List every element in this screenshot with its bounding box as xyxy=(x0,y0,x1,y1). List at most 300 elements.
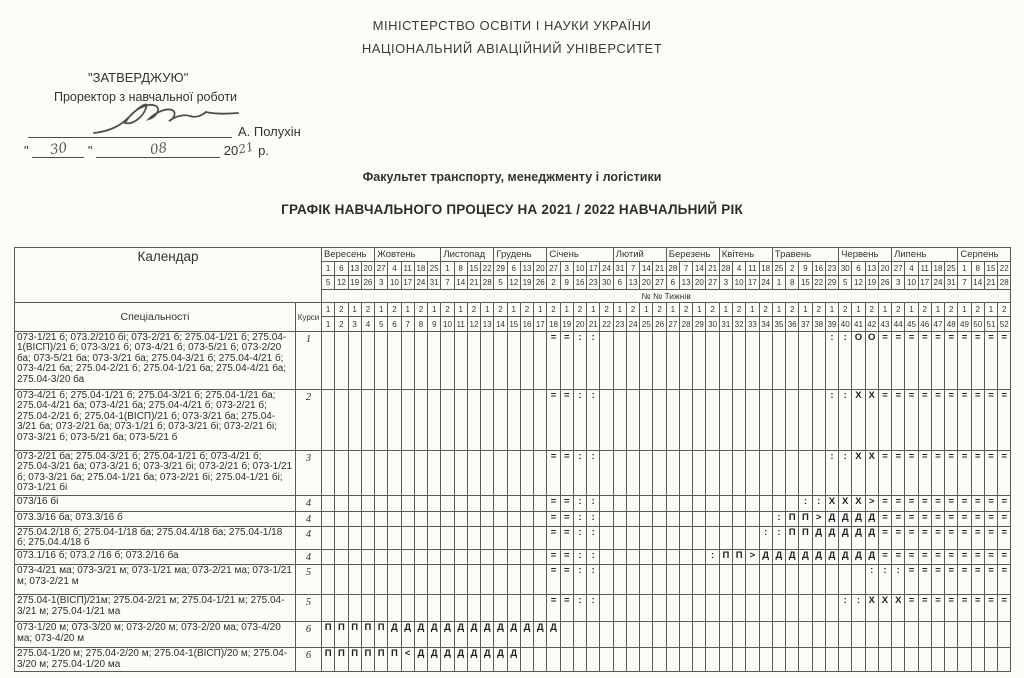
week-mark-cell xyxy=(706,648,719,672)
week-mark-cell xyxy=(786,451,799,496)
week-mark-cell xyxy=(454,565,467,595)
week-mark-cell: Д xyxy=(414,622,427,648)
week-mark-cell xyxy=(852,622,865,648)
week-mark-cell xyxy=(534,648,547,672)
week-mark-cell xyxy=(481,332,494,390)
week-mark-cell xyxy=(335,595,348,622)
week-mark-cell: = xyxy=(998,495,1011,511)
specialties-cell: 073/16 бі xyxy=(15,495,296,511)
week-mark-cell xyxy=(719,390,732,451)
week-mark-cell: = xyxy=(878,495,891,511)
week-mark-cell: Д xyxy=(520,622,533,648)
week-start-date: 17 xyxy=(587,262,600,276)
week-mark-cell xyxy=(786,565,799,595)
faculty-line: Факультет транспорту, менеджменту і логістики xyxy=(362,170,662,184)
week-mark-cell: Д xyxy=(494,648,507,672)
week-mark-cell: : xyxy=(587,511,600,526)
week-mark-cell xyxy=(706,495,719,511)
schedule-row-4 xyxy=(15,495,1011,511)
week-mark-cell: : xyxy=(587,550,600,565)
week-mark-cell xyxy=(494,390,507,451)
week-end-date: 12 xyxy=(852,276,865,290)
month-cell: Червень xyxy=(839,248,892,262)
schedule-row-1 xyxy=(15,332,1011,390)
week-mark-cell: = xyxy=(984,451,997,496)
week-parity-cell: 1 xyxy=(772,303,785,317)
week-end-date: 14 xyxy=(971,276,984,290)
week-mark-cell: = xyxy=(971,595,984,622)
week-parity-cell: 1 xyxy=(640,303,653,317)
schedule-row-6 xyxy=(15,526,1011,550)
week-mark-cell xyxy=(653,390,666,451)
week-mark-cell: = xyxy=(892,526,905,550)
week-mark-cell xyxy=(958,648,971,672)
week-mark-cell xyxy=(812,332,825,390)
week-mark-cell xyxy=(600,550,613,565)
week-parity-cell: 1 xyxy=(931,303,944,317)
week-mark-cell xyxy=(759,595,772,622)
week-end-date: 21 xyxy=(984,276,997,290)
week-mark-cell xyxy=(348,565,361,595)
week-mark-cell xyxy=(534,495,547,511)
week-end-date: 26 xyxy=(534,276,547,290)
week-mark-cell xyxy=(640,565,653,595)
week-mark-cell xyxy=(573,622,586,648)
week-mark-cell xyxy=(335,526,348,550)
week-mark-cell: = xyxy=(918,595,931,622)
week-parity-cell: 2 xyxy=(626,303,639,317)
week-mark-cell xyxy=(322,451,335,496)
week-mark-cell: Д xyxy=(441,648,454,672)
week-number-cell: 5 xyxy=(375,317,388,332)
week-mark-cell xyxy=(361,511,374,526)
week-mark-cell xyxy=(520,526,533,550)
week-mark-cell xyxy=(361,595,374,622)
week-mark-cell xyxy=(679,511,692,526)
week-mark-cell xyxy=(507,526,520,550)
week-mark-cell xyxy=(348,390,361,451)
week-mark-cell: : xyxy=(587,595,600,622)
week-mark-cell xyxy=(335,511,348,526)
specialties-cell: 275.04.2/18 б; 275.04-1/18 ба; 275.04.4/18 ба; 275.04-1/18 б; 275.04.4/18 б xyxy=(15,526,296,550)
week-mark-cell xyxy=(414,451,427,496)
week-parity-cell: 2 xyxy=(361,303,374,317)
week-parity-cell: 2 xyxy=(865,303,878,317)
week-mark-cell: : xyxy=(772,526,785,550)
week-parity-cell: 2 xyxy=(573,303,586,317)
week-mark-cell xyxy=(454,526,467,550)
week-mark-cell xyxy=(335,495,348,511)
week-mark-cell xyxy=(719,511,732,526)
week-end-date: 6 xyxy=(666,276,679,290)
week-mark-cell: Д xyxy=(852,550,865,565)
week-mark-cell xyxy=(348,595,361,622)
week-mark-cell: = xyxy=(560,565,573,595)
week-start-date: 22 xyxy=(481,262,494,276)
week-end-date: 29 xyxy=(825,276,838,290)
week-parity-cell: 1 xyxy=(958,303,971,317)
week-mark-cell xyxy=(799,622,812,648)
week-mark-cell: : xyxy=(812,495,825,511)
week-mark-cell: Д xyxy=(839,511,852,526)
week-mark-cell xyxy=(428,511,441,526)
week-number-cell: 23 xyxy=(613,317,626,332)
week-mark-cell: = xyxy=(998,595,1011,622)
week-mark-cell xyxy=(693,550,706,565)
week-mark-cell: = xyxy=(998,526,1011,550)
week-mark-cell: Д xyxy=(825,550,838,565)
week-number-cell: 14 xyxy=(494,317,507,332)
week-mark-cell: Д xyxy=(507,622,520,648)
week-mark-cell xyxy=(600,595,613,622)
week-mark-cell: Д xyxy=(481,622,494,648)
course-cell: 5 xyxy=(296,595,322,622)
week-mark-cell: = xyxy=(918,495,931,511)
week-mark-cell xyxy=(971,648,984,672)
university-line: НАЦІОНАЛЬНИЙ АВІАЦІЙНИЙ УНІВЕРСИТЕТ xyxy=(361,41,663,56)
week-mark-cell: П xyxy=(388,648,401,672)
week-mark-cell: = xyxy=(931,390,944,451)
week-mark-cell xyxy=(812,648,825,672)
week-mark-cell xyxy=(733,595,746,622)
month-cell: Березень xyxy=(666,248,719,262)
week-start-date: 6 xyxy=(507,262,520,276)
week-mark-cell xyxy=(361,495,374,511)
schedule-row-7 xyxy=(15,550,1011,565)
week-parity-cell: 1 xyxy=(507,303,520,317)
week-mark-cell: : xyxy=(825,451,838,496)
week-mark-cell xyxy=(746,495,759,511)
week-mark-cell: = xyxy=(905,390,918,451)
week-mark-cell: = xyxy=(905,565,918,595)
specialties-cell: 073-4/21 б; 275.04-1/21 б; 275.04-3/21 б; 275.04-1/21 ба; 275.04-4/21 ба; 073-4/21 ба; 275.04-4/21 б; 073-2/21 б; 275.04-2/21 б; 275.04-1(ВІСП)/21 б; 073-3/21 ба; 275.04-3/21 ба; 073-2/21 ба; 073-1/21 б; 073-3/21 бі; 073-2/21 бі; 073-3/21 б; 073-5/21 ба; 073-5/21 б xyxy=(15,390,296,451)
week-end-date: 2 xyxy=(547,276,560,290)
week-mark-cell xyxy=(746,390,759,451)
week-mark-cell xyxy=(852,565,865,595)
week-mark-cell xyxy=(348,526,361,550)
week-mark-cell: = xyxy=(905,511,918,526)
week-mark-cell xyxy=(746,451,759,496)
week-mark-cell xyxy=(653,622,666,648)
week-number-cell: 26 xyxy=(653,317,666,332)
week-end-date: 3 xyxy=(375,276,388,290)
week-parity-cell: 2 xyxy=(388,303,401,317)
week-mark-cell xyxy=(520,565,533,595)
week-mark-cell: Х xyxy=(865,595,878,622)
week-mark-cell: = xyxy=(892,451,905,496)
week-mark-cell xyxy=(825,565,838,595)
week-mark-cell xyxy=(600,451,613,496)
week-mark-cell xyxy=(693,332,706,390)
week-parity-cell: 1 xyxy=(481,303,494,317)
week-end-date: 13 xyxy=(679,276,692,290)
week-number-cell: 31 xyxy=(719,317,732,332)
week-mark-cell: = xyxy=(918,511,931,526)
schedule-row-2 xyxy=(15,390,1011,451)
week-start-date: 13 xyxy=(520,262,533,276)
week-mark-cell: : xyxy=(825,390,838,451)
specialties-cell: 073.3/16 ба; 073.3/16 б xyxy=(15,511,296,526)
week-mark-cell xyxy=(361,526,374,550)
week-mark-cell xyxy=(322,390,335,451)
week-mark-cell: Д xyxy=(865,550,878,565)
week-mark-cell: Д xyxy=(454,648,467,672)
week-mark-cell: = xyxy=(984,550,997,565)
week-mark-cell xyxy=(361,332,374,390)
week-mark-cell xyxy=(693,622,706,648)
week-mark-cell xyxy=(428,550,441,565)
week-start-date: 29 xyxy=(494,262,507,276)
week-end-date: 23 xyxy=(587,276,600,290)
week-mark-cell xyxy=(520,451,533,496)
week-mark-cell xyxy=(600,495,613,511)
week-mark-cell: = xyxy=(878,390,891,451)
week-mark-cell xyxy=(799,332,812,390)
week-mark-cell xyxy=(388,526,401,550)
week-mark-cell xyxy=(600,565,613,595)
week-end-date: 20 xyxy=(693,276,706,290)
week-mark-cell xyxy=(812,622,825,648)
week-mark-cell: = xyxy=(560,595,573,622)
week-mark-cell: = xyxy=(945,390,958,451)
week-mark-cell: П xyxy=(348,622,361,648)
week-mark-cell: : xyxy=(839,332,852,390)
week-mark-cell xyxy=(547,648,560,672)
week-mark-cell xyxy=(772,332,785,390)
week-mark-cell xyxy=(653,451,666,496)
week-number-cell: 50 xyxy=(971,317,984,332)
week-mark-cell xyxy=(640,550,653,565)
week-parity-cell: 2 xyxy=(812,303,825,317)
week-parity-cell: 2 xyxy=(494,303,507,317)
week-parity-cell: 1 xyxy=(428,303,441,317)
week-mark-cell xyxy=(733,622,746,648)
week-mark-cell: : xyxy=(573,390,586,451)
week-mark-cell xyxy=(428,595,441,622)
week-mark-cell xyxy=(534,526,547,550)
week-mark-cell: П xyxy=(361,648,374,672)
week-number-cell: 6 xyxy=(388,317,401,332)
week-mark-cell xyxy=(428,526,441,550)
week-mark-cell xyxy=(494,595,507,622)
week-mark-cell xyxy=(693,595,706,622)
date-day-line xyxy=(32,141,84,158)
week-mark-cell xyxy=(693,495,706,511)
week-mark-cell xyxy=(401,451,414,496)
week-number-cell: 52 xyxy=(998,317,1011,332)
week-mark-cell xyxy=(507,332,520,390)
week-mark-cell: Д xyxy=(467,648,480,672)
week-mark-cell xyxy=(786,332,799,390)
week-mark-cell: Д xyxy=(812,526,825,550)
week-start-date: 1 xyxy=(322,262,335,276)
week-mark-cell: = xyxy=(984,595,997,622)
week-parity-cell: 1 xyxy=(666,303,679,317)
week-parity-cell: 2 xyxy=(971,303,984,317)
week-mark-cell: = xyxy=(892,332,905,390)
week-mark-cell xyxy=(719,622,732,648)
week-mark-cell xyxy=(441,565,454,595)
week-mark-cell xyxy=(626,495,639,511)
week-parity-cell: 2 xyxy=(706,303,719,317)
week-mark-cell xyxy=(878,622,891,648)
week-mark-cell: Д xyxy=(852,511,865,526)
week-parity-cell: 1 xyxy=(613,303,626,317)
week-mark-cell xyxy=(322,550,335,565)
week-parity-cell: 1 xyxy=(375,303,388,317)
week-mark-cell: = xyxy=(945,565,958,595)
week-end-date: 16 xyxy=(573,276,586,290)
week-mark-cell xyxy=(507,550,520,565)
week-mark-cell xyxy=(348,332,361,390)
week-number-cell: 13 xyxy=(481,317,494,332)
week-mark-cell: = xyxy=(945,332,958,390)
week-mark-cell: Д xyxy=(865,526,878,550)
week-mark-cell xyxy=(799,595,812,622)
week-end-date: 8 xyxy=(786,276,799,290)
week-mark-cell: : xyxy=(892,565,905,595)
week-mark-cell xyxy=(441,451,454,496)
week-parity-cell: 1 xyxy=(560,303,573,317)
week-mark-cell xyxy=(520,648,533,672)
week-mark-cell xyxy=(706,511,719,526)
week-end-date: 6 xyxy=(613,276,626,290)
week-mark-cell xyxy=(322,495,335,511)
week-mark-cell xyxy=(905,648,918,672)
week-number-cell: 47 xyxy=(931,317,944,332)
week-start-date: 28 xyxy=(719,262,732,276)
week-mark-cell xyxy=(786,595,799,622)
week-number-cell: 35 xyxy=(772,317,785,332)
week-mark-cell: : xyxy=(799,495,812,511)
week-parity-cell: 2 xyxy=(653,303,666,317)
week-mark-cell xyxy=(388,595,401,622)
week-mark-cell xyxy=(812,451,825,496)
week-mark-cell: П xyxy=(322,648,335,672)
week-mark-cell: = xyxy=(918,451,931,496)
week-mark-cell: : xyxy=(706,550,719,565)
week-mark-cell xyxy=(520,332,533,390)
ministry-line: МІНІСТЕРСТВО ОСВІТИ І НАУКИ УКРАЇНИ xyxy=(372,18,652,33)
week-start-date: 20 xyxy=(361,262,374,276)
week-mark-cell xyxy=(534,550,547,565)
week-mark-cell: = xyxy=(905,332,918,390)
week-mark-cell xyxy=(679,622,692,648)
week-mark-cell xyxy=(494,511,507,526)
week-mark-cell: Д xyxy=(799,550,812,565)
week-mark-cell xyxy=(746,595,759,622)
week-mark-cell: > xyxy=(812,511,825,526)
course-cell: 4 xyxy=(296,550,322,565)
week-mark-cell: О xyxy=(865,332,878,390)
week-mark-cell xyxy=(441,332,454,390)
week-mark-cell: П xyxy=(799,526,812,550)
week-mark-cell: Х xyxy=(839,495,852,511)
week-mark-cell xyxy=(812,390,825,451)
week-mark-cell xyxy=(958,622,971,648)
week-mark-cell xyxy=(679,495,692,511)
week-mark-cell xyxy=(733,511,746,526)
week-mark-cell xyxy=(772,495,785,511)
week-mark-cell xyxy=(454,550,467,565)
week-mark-cell: = xyxy=(878,332,891,390)
week-mark-cell xyxy=(719,495,732,511)
week-number-cell: 49 xyxy=(958,317,971,332)
week-mark-cell: = xyxy=(971,495,984,511)
week-start-date: 7 xyxy=(626,262,639,276)
week-mark-cell: = xyxy=(905,595,918,622)
week-start-date: 8 xyxy=(454,262,467,276)
course-cell: 4 xyxy=(296,511,322,526)
week-mark-cell xyxy=(653,526,666,550)
week-mark-cell xyxy=(772,595,785,622)
week-mark-cell: Д xyxy=(401,622,414,648)
week-mark-cell xyxy=(481,390,494,451)
week-mark-cell xyxy=(335,390,348,451)
week-mark-cell xyxy=(494,332,507,390)
week-number-cell: 3 xyxy=(348,317,361,332)
week-mark-cell: = xyxy=(918,565,931,595)
week-mark-cell xyxy=(401,565,414,595)
week-mark-cell: Д xyxy=(825,526,838,550)
week-mark-cell xyxy=(613,526,626,550)
week-mark-cell xyxy=(679,390,692,451)
week-mark-cell xyxy=(322,332,335,390)
week-mark-cell xyxy=(733,451,746,496)
week-mark-cell: П xyxy=(322,622,335,648)
week-mark-cell: П xyxy=(348,648,361,672)
week-mark-cell xyxy=(507,511,520,526)
week-parity-cell: 2 xyxy=(679,303,692,317)
week-mark-cell: = xyxy=(998,565,1011,595)
week-mark-cell xyxy=(666,565,679,595)
week-mark-cell xyxy=(375,332,388,390)
week-mark-cell: = xyxy=(971,511,984,526)
week-parity-cell: 1 xyxy=(719,303,732,317)
week-mark-cell xyxy=(772,648,785,672)
week-parity-cell: 1 xyxy=(322,303,335,317)
month-cell: Грудень xyxy=(494,248,547,262)
week-start-date: 28 xyxy=(666,262,679,276)
week-mark-cell xyxy=(759,648,772,672)
week-end-date: 15 xyxy=(799,276,812,290)
week-mark-cell xyxy=(759,332,772,390)
week-mark-cell: = xyxy=(984,495,997,511)
week-mark-cell: Д xyxy=(839,526,852,550)
week-start-date: 4 xyxy=(388,262,401,276)
week-mark-cell: = xyxy=(958,390,971,451)
week-mark-cell xyxy=(759,511,772,526)
week-mark-cell xyxy=(626,550,639,565)
week-mark-cell: = xyxy=(945,511,958,526)
week-end-date: 5 xyxy=(494,276,507,290)
week-mark-cell: Д xyxy=(441,622,454,648)
week-mark-cell xyxy=(613,565,626,595)
week-mark-cell xyxy=(600,332,613,390)
week-start-date: 1 xyxy=(441,262,454,276)
week-mark-cell: = xyxy=(892,511,905,526)
week-mark-cell xyxy=(865,648,878,672)
week-mark-cell xyxy=(666,332,679,390)
week-start-date: 27 xyxy=(547,262,560,276)
month-cell: Травень xyxy=(772,248,838,262)
week-mark-cell: : xyxy=(865,565,878,595)
week-mark-cell xyxy=(759,451,772,496)
week-mark-cell xyxy=(481,526,494,550)
week-mark-cell xyxy=(706,451,719,496)
week-mark-cell: = xyxy=(547,451,560,496)
week-number-cell: 15 xyxy=(507,317,520,332)
